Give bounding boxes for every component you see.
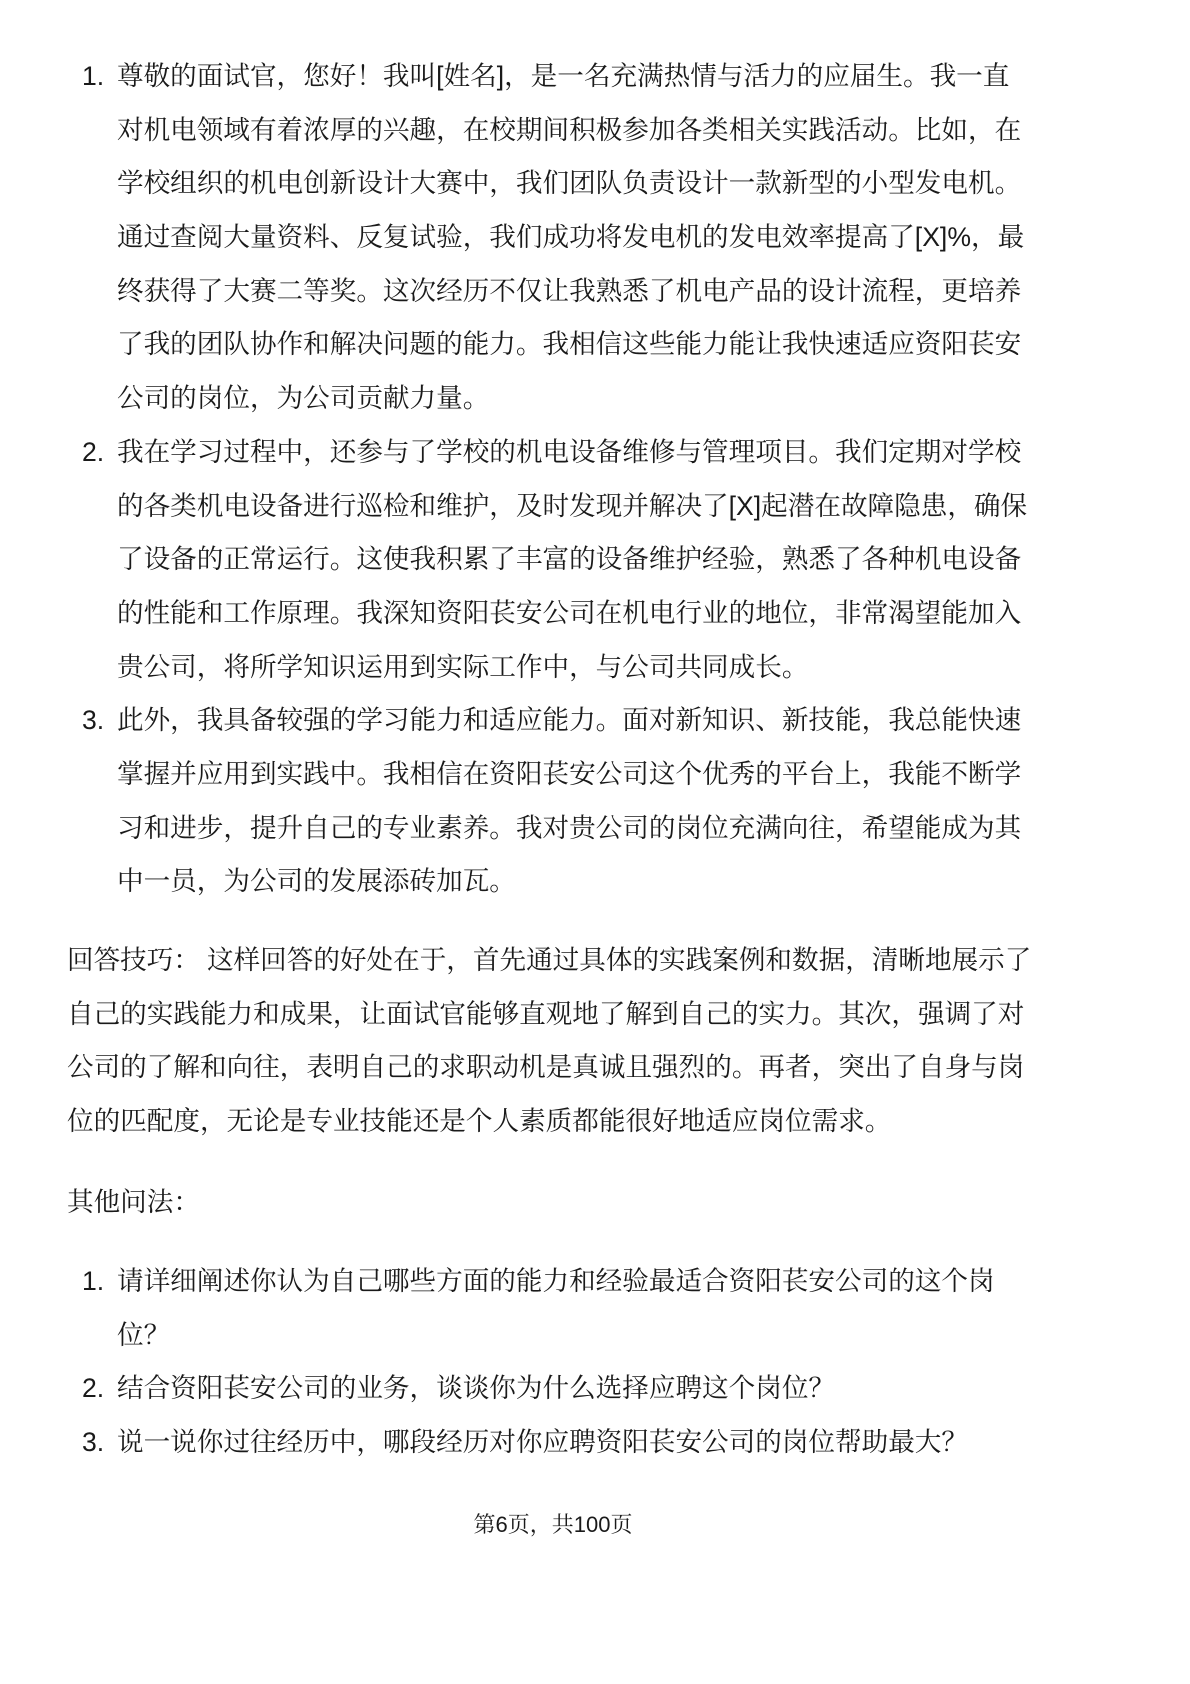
- tips-label: 回答技巧：: [67, 945, 200, 975]
- question-item-1: [67, 1255, 1127, 1362]
- text-line: 尊敬的面试官，您好！我叫[姓名]，是一名充满热情与活力的应届生。我一直: [117, 61, 1010, 91]
- question-item-2: [67, 1362, 1127, 1416]
- page-indicator: 第6页，共100页: [473, 1512, 633, 1537]
- text-line: 贵公司，将所学知识运用到实际工作中，与公司共同成长。: [117, 651, 809, 682]
- answer-item-1: [67, 50, 1127, 426]
- text-line: 我在学习过程中，还参与了学校的机电设备维修与管理项目。我们定期对学校: [117, 436, 1022, 467]
- text-line: 结合资阳苌安公司的业务，谈谈你为什么选择应聘这个岗位？: [117, 1373, 836, 1404]
- text-line: 掌握并应用到实践中。我相信在资阳苌安公司这个优秀的平台上，我能不断学: [117, 758, 1022, 789]
- other-questions-heading-block: [67, 1176, 1127, 1230]
- tips-first-line: [67, 934, 1127, 988]
- text-line: 公司的岗位，为公司贡献力量。: [117, 383, 490, 414]
- item-number: 3.: [82, 1427, 105, 1458]
- answer-section: [67, 50, 1127, 909]
- item-number: 3.: [82, 705, 105, 736]
- other-questions-heading: 其他问法：: [67, 1187, 200, 1217]
- item-number: 2.: [82, 1373, 105, 1404]
- text-line: 了设备的正常运行。这使我积累了丰富的设备维护经验，熟悉了各种机电设备: [117, 544, 1022, 575]
- answer-item-2: [67, 426, 1127, 694]
- text-line: 了我的团队协作和解决问题的能力。我相信这些能力能让我快速适应资阳苌安: [117, 329, 1022, 360]
- text-line: 通过查阅大量资料、反复试验，我们成功将发电机的发电效率提高了[X]%，最: [117, 222, 1025, 253]
- text-line: 这样回答的好处在于，首先通过具体的实践案例和数据，清晰地展示了: [206, 945, 1032, 975]
- item-number: 2.: [82, 436, 105, 467]
- tips-paragraph: [67, 934, 1127, 1149]
- text-line: 学校组织的机电创新设计大赛中，我们团队负责设计一款新型的小型发电机。: [117, 168, 1022, 199]
- text-line: 请详细阐述你认为自己哪些方面的能力和经验最适合资阳苌安公司的这个岗: [117, 1266, 995, 1296]
- text-line: 的性能和工作原理。我深知资阳苌安公司在机电行业的地位，非常渴望能加入: [117, 597, 1022, 628]
- text-line: 对机电领域有着浓厚的兴趣，在校期间积极参加各类相关实践活动。比如，在: [117, 114, 1022, 145]
- text-line: 位的匹配度，无论是专业技能还是个人素质都能很好地适应岗位需求。: [67, 1106, 892, 1137]
- other-questions-list: [67, 1255, 1127, 1470]
- text-line: 此外，我具备较强的学习能力和适应能力。面对新知识、新技能，我总能快速: [117, 705, 1022, 736]
- answer-list: [67, 50, 1127, 909]
- text-line: 说一说你过往经历中，哪段经历对你应聘资阳苌安公司的岗位帮助最大？: [117, 1427, 968, 1458]
- other-questions-section: [67, 1255, 1127, 1470]
- text-line: 自己的实践能力和成果，让面试官能够直观地了解到自己的实力。其次，强调了对: [67, 998, 1025, 1029]
- answer-item-3: [67, 694, 1127, 909]
- question-item-3: [67, 1416, 1127, 1470]
- text-line: 的各类机电设备进行巡检和维护，及时发现并解决了[X]起潜在故障隐患，确保: [117, 490, 1028, 521]
- text-line: 公司的了解和向往，表明自己的求职动机是真诚且强烈的。再者，突出了自身与岗: [67, 1052, 1025, 1083]
- text-line: 终获得了大赛二等奖。这次经历不仅让我熟悉了机电产品的设计流程，更培养: [117, 275, 1022, 306]
- item-number: 1.: [82, 1266, 105, 1296]
- text-line: 中一员，为公司的发展添砖加瓦。: [117, 866, 516, 897]
- text-line: 习和进步，提升自己的专业素养。我对贵公司的岗位充满向往，希望能成为其: [117, 812, 1022, 843]
- item-number: 1.: [82, 61, 105, 91]
- text-line: 位？: [117, 1319, 171, 1350]
